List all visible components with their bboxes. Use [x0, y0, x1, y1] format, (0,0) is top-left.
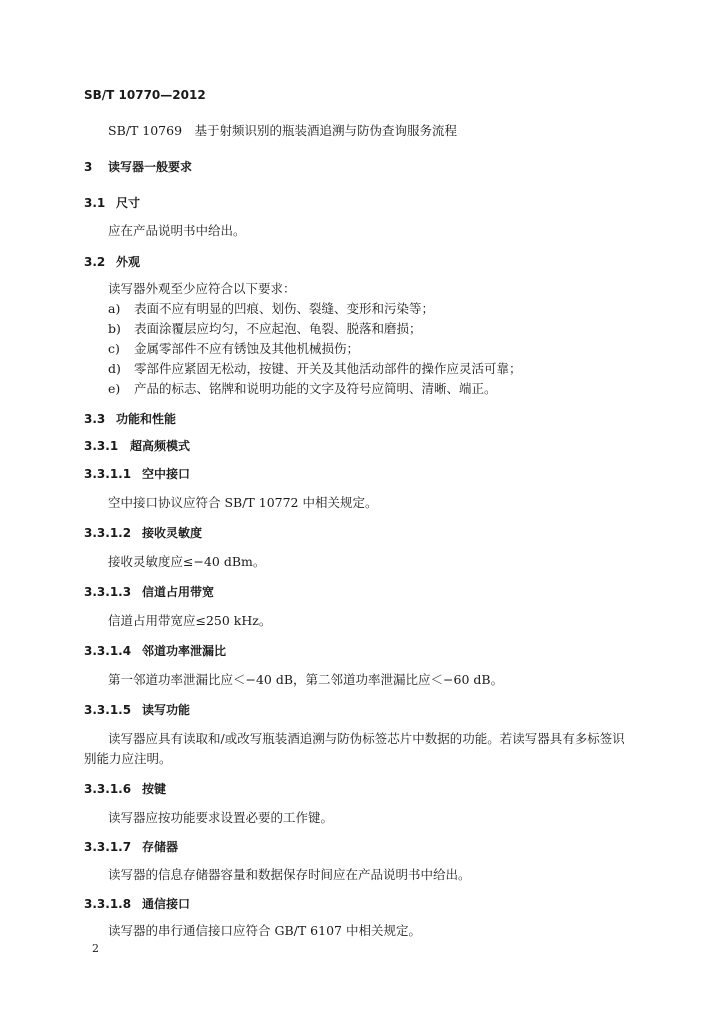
heading-number: 3.2	[84, 255, 106, 269]
body-3-3-1-5-line1: 读写器应具有读取和/或改写瓶装酒追溯与防伪标签芯片中数据的功能。若读写器具有多标签识	[108, 731, 625, 746]
heading-3-3-1-3	[84, 583, 214, 601]
heading-number: 3.3.1.7	[84, 840, 132, 854]
heading-title: 读写功能	[142, 703, 191, 717]
heading-number: 3.3.1.1	[84, 467, 132, 481]
heading-number: 3.3.1	[84, 439, 119, 453]
heading-3-3-1-4	[84, 642, 226, 660]
body-3-3-1-5-line2: 别能力应注明。	[84, 751, 172, 766]
heading-3-3-1-8	[84, 895, 190, 913]
list-item	[108, 360, 522, 378]
heading-number: 3.3.1.8	[84, 897, 132, 911]
body-3-3-1-7: 读写器的信息存储器容量和数据保存时间应在产品说明书中给出。	[108, 867, 471, 882]
heading-3-3-1	[84, 437, 190, 455]
heading-title: 功能和性能	[116, 412, 177, 426]
page-number: 2	[92, 942, 99, 955]
list-item	[108, 380, 497, 398]
body-3-3-1-6: 读写器应按功能要求设置必要的工作键。	[108, 810, 334, 825]
body-3-2-intro: 读写器外观至少应符合以下要求：	[108, 281, 296, 296]
heading-title: 空中接口	[142, 467, 191, 481]
heading-number: 3.3	[84, 412, 106, 426]
heading-3-3	[84, 410, 176, 428]
list-text: 金属零部件不应有锈蚀及其他机械损伤；	[134, 341, 360, 356]
heading-3	[84, 158, 192, 176]
body-3-3-1-3: 信道占用带宽应≤250 kHz。	[108, 613, 272, 628]
heading-title: 尺寸	[116, 196, 141, 210]
heading-title: 邻道功率泄漏比	[142, 644, 227, 658]
heading-3-3-1-2	[84, 524, 202, 542]
body-3-3-1-8: 读写器的串行通信接口应符合 GB/T 6107 中相关规定。	[108, 923, 421, 938]
list-marker: c)	[108, 341, 120, 356]
heading-number: 3.1	[84, 196, 106, 210]
list-marker: e)	[108, 381, 121, 396]
heading-title: 按键	[142, 782, 167, 796]
heading-3-3-1-1	[84, 465, 190, 483]
body-3-3-1-4: 第一邻道功率泄漏比应＜−40 dB，第二邻道功率泄漏比应＜−60 dB。	[108, 672, 504, 687]
heading-number: 3.3.1.2	[84, 526, 132, 540]
heading-title: 接收灵敏度	[142, 526, 203, 540]
list-text: 表面不应有明显的凹痕、划伤、裂缝、变形和污染等；	[134, 301, 435, 316]
list-marker: a)	[108, 301, 121, 316]
heading-number: 3.3.1.4	[84, 644, 132, 658]
heading-title: 存储器	[142, 840, 179, 854]
heading-title: 外观	[116, 255, 141, 269]
list-item	[108, 340, 359, 358]
heading-3-3-1-6	[84, 780, 166, 798]
heading-title: 读写器一般要求	[108, 160, 193, 174]
body-3-3-1-2: 接收灵敏度应≤−40 dBm。	[108, 554, 266, 569]
heading-title: 信道占用带宽	[142, 585, 215, 599]
normative-reference: SB/T 10769 基于射频识别的瓶装酒追溯与防伪查询服务流程	[108, 123, 458, 138]
list-text: 零部件应紧固无松动，按键、开关及其他活动部件的操作应灵活可靠；	[134, 361, 522, 376]
heading-3-3-1-5	[84, 701, 190, 719]
list-text: 表面涂覆层应均匀，不应起泡、龟裂、脱落和磨损；	[134, 321, 422, 336]
heading-title: 超高频模式	[130, 439, 191, 453]
heading-3-2	[84, 253, 140, 271]
list-marker: d)	[108, 361, 121, 376]
list-item	[108, 320, 422, 338]
list-item	[108, 300, 434, 318]
heading-number: 3.3.1.3	[84, 585, 132, 599]
body-3-3-1-1: 空中接口协议应符合 SB/T 10772 中相关规定。	[108, 495, 378, 510]
standard-code: SB/T 10770—2012	[84, 88, 206, 102]
heading-number: 3.3.1.6	[84, 782, 132, 796]
heading-3-3-1-7	[84, 838, 178, 856]
heading-3-1	[84, 194, 140, 212]
body-3-1: 应在产品说明书中给出。	[108, 223, 246, 238]
heading-number: 3.3.1.5	[84, 703, 132, 717]
list-text: 产品的标志、铭牌和说明功能的文字及符号应简明、清晰、端正。	[134, 381, 497, 396]
heading-number: 3	[84, 160, 93, 174]
list-marker: b)	[108, 321, 121, 336]
heading-title: 通信接口	[142, 897, 191, 911]
